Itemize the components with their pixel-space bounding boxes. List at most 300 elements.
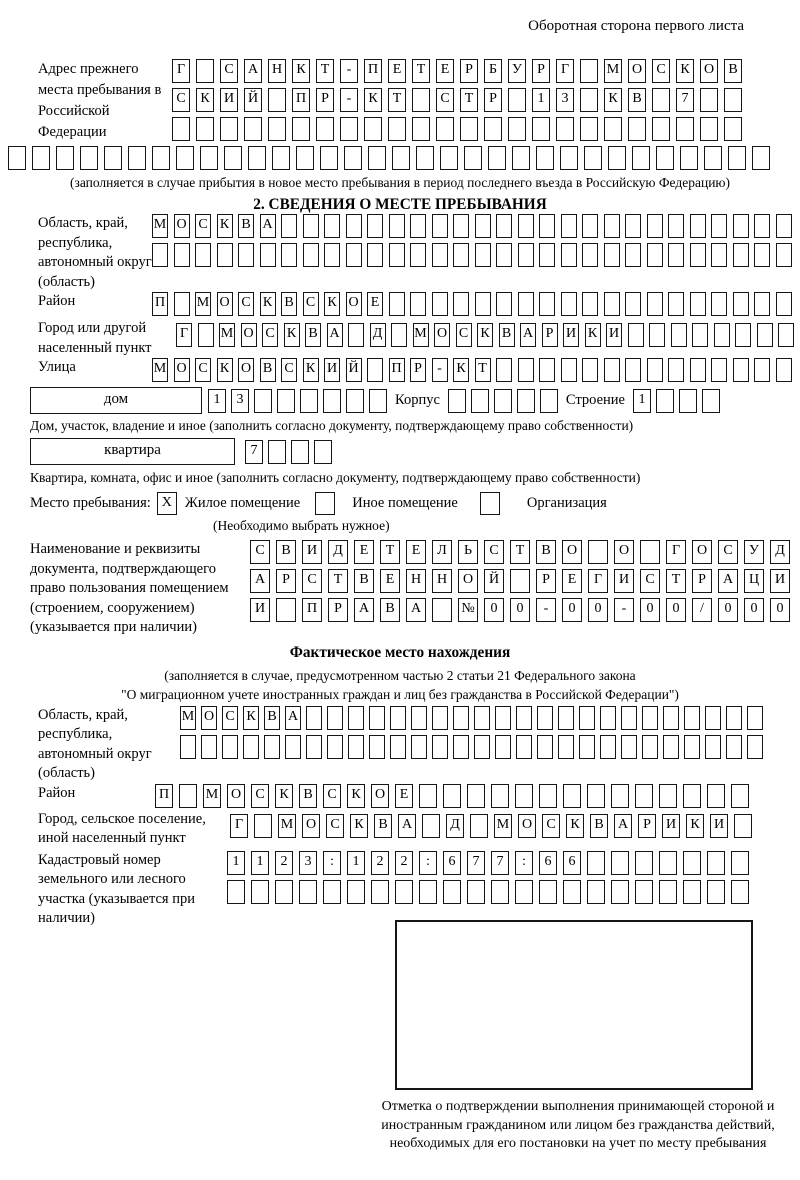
char-box[interactable]: С [195, 358, 211, 382]
char-box[interactable]: Т [316, 59, 334, 83]
char-box[interactable] [475, 243, 491, 267]
char-box[interactable] [508, 88, 526, 112]
char-box[interactable] [467, 784, 485, 808]
char-box[interactable]: Р [316, 88, 334, 112]
char-box[interactable] [707, 880, 725, 904]
char-box[interactable]: 2 [371, 851, 389, 875]
char-box[interactable]: П [292, 88, 310, 112]
char-box[interactable] [647, 243, 663, 267]
char-box[interactable]: В [499, 323, 515, 347]
char-box[interactable]: О [700, 59, 718, 83]
char-box[interactable] [560, 146, 578, 170]
char-box[interactable] [604, 117, 622, 141]
char-box[interactable] [495, 706, 511, 730]
char-box[interactable] [752, 146, 770, 170]
char-box[interactable]: 6 [563, 851, 581, 875]
char-box[interactable] [517, 389, 535, 413]
char-box[interactable]: 7 [491, 851, 509, 875]
char-box[interactable] [776, 243, 792, 267]
char-box[interactable] [320, 146, 338, 170]
char-box[interactable] [391, 323, 407, 347]
char-box[interactable] [518, 214, 534, 238]
char-box[interactable]: Р [328, 598, 348, 622]
char-box[interactable] [300, 389, 318, 413]
char-box[interactable] [222, 735, 238, 759]
char-box[interactable]: Д [446, 814, 464, 838]
char-box[interactable] [668, 292, 684, 316]
char-box[interactable] [579, 706, 595, 730]
char-box[interactable] [659, 851, 677, 875]
char-box[interactable] [733, 292, 749, 316]
char-box[interactable]: № [458, 598, 478, 622]
char-box[interactable] [628, 323, 644, 347]
char-box[interactable]: : [515, 851, 533, 875]
char-box[interactable] [588, 540, 608, 564]
char-box[interactable]: - [340, 88, 358, 112]
char-box[interactable] [410, 243, 426, 267]
char-box[interactable]: 3 [231, 389, 249, 413]
char-box[interactable] [104, 146, 122, 170]
char-box[interactable] [776, 358, 792, 382]
char-box[interactable] [692, 323, 708, 347]
inoe-checkbox[interactable] [315, 492, 335, 515]
char-box[interactable]: О [628, 59, 646, 83]
char-box[interactable]: 1 [227, 851, 245, 875]
char-box[interactable]: А [718, 569, 738, 593]
char-box[interactable] [754, 292, 770, 316]
char-box[interactable]: / [692, 598, 712, 622]
char-box[interactable]: В [238, 214, 254, 238]
char-box[interactable] [690, 292, 706, 316]
char-box[interactable] [314, 440, 332, 464]
char-box[interactable] [180, 735, 196, 759]
char-box[interactable] [443, 784, 461, 808]
char-box[interactable] [368, 146, 386, 170]
char-box[interactable]: С [323, 784, 341, 808]
char-box[interactable] [227, 880, 245, 904]
char-box[interactable] [475, 214, 491, 238]
char-box[interactable] [392, 146, 410, 170]
char-box[interactable] [647, 292, 663, 316]
char-box[interactable]: О [518, 814, 536, 838]
char-box[interactable] [582, 214, 598, 238]
char-box[interactable] [323, 880, 341, 904]
char-box[interactable]: О [241, 323, 257, 347]
char-box[interactable] [275, 880, 293, 904]
char-box[interactable]: Б [484, 59, 502, 83]
char-box[interactable] [711, 214, 727, 238]
char-box[interactable]: - [432, 358, 448, 382]
char-box[interactable] [432, 292, 448, 316]
char-box[interactable]: Н [432, 569, 452, 593]
char-box[interactable] [671, 323, 687, 347]
char-box[interactable] [432, 243, 448, 267]
char-box[interactable] [656, 146, 674, 170]
char-box[interactable] [702, 389, 720, 413]
char-box[interactable] [128, 146, 146, 170]
char-box[interactable] [582, 243, 598, 267]
char-box[interactable] [642, 706, 658, 730]
char-box[interactable]: Ц [744, 569, 764, 593]
char-box[interactable] [510, 569, 530, 593]
char-box[interactable]: Г [588, 569, 608, 593]
char-box[interactable] [201, 735, 217, 759]
char-box[interactable]: - [536, 598, 556, 622]
char-box[interactable] [632, 146, 650, 170]
char-box[interactable] [244, 117, 262, 141]
char-box[interactable] [668, 214, 684, 238]
char-box[interactable]: О [227, 784, 245, 808]
char-box[interactable] [635, 851, 653, 875]
char-box[interactable]: Е [406, 540, 426, 564]
char-box[interactable] [412, 117, 430, 141]
char-box[interactable]: О [174, 214, 190, 238]
char-box[interactable]: В [305, 323, 321, 347]
char-box[interactable] [496, 358, 512, 382]
char-box[interactable]: К [243, 706, 259, 730]
char-box[interactable]: Д [770, 540, 790, 564]
char-box[interactable] [704, 146, 722, 170]
char-box[interactable]: М [278, 814, 296, 838]
char-box[interactable]: М [152, 358, 168, 382]
char-box[interactable]: П [364, 59, 382, 83]
char-box[interactable]: Р [536, 569, 556, 593]
char-box[interactable] [561, 243, 577, 267]
char-box[interactable] [705, 735, 721, 759]
char-box[interactable]: О [458, 569, 478, 593]
char-box[interactable] [367, 243, 383, 267]
char-box[interactable]: С [303, 292, 319, 316]
char-box[interactable] [390, 735, 406, 759]
char-box[interactable] [470, 814, 488, 838]
char-box[interactable]: Е [436, 59, 454, 83]
char-box[interactable] [460, 117, 478, 141]
char-box[interactable]: О [346, 292, 362, 316]
char-box[interactable]: Т [412, 59, 430, 83]
char-box[interactable]: У [508, 59, 526, 83]
char-box[interactable]: А [250, 569, 270, 593]
char-box[interactable] [668, 358, 684, 382]
char-box[interactable] [611, 784, 629, 808]
char-box[interactable] [604, 243, 620, 267]
char-box[interactable]: М [152, 214, 168, 238]
char-box[interactable] [558, 706, 574, 730]
char-box[interactable]: 7 [676, 88, 694, 112]
zhiloe-checkbox[interactable]: X [157, 492, 177, 515]
char-box[interactable] [217, 243, 233, 267]
char-box[interactable]: 0 [770, 598, 790, 622]
char-box[interactable] [432, 735, 448, 759]
char-box[interactable] [705, 706, 721, 730]
char-box[interactable]: Т [380, 540, 400, 564]
char-box[interactable] [56, 146, 74, 170]
char-box[interactable]: А [614, 814, 632, 838]
char-box[interactable] [268, 440, 286, 464]
char-box[interactable] [443, 880, 461, 904]
char-box[interactable] [656, 389, 674, 413]
char-box[interactable] [516, 706, 532, 730]
char-box[interactable] [238, 243, 254, 267]
char-box[interactable] [539, 243, 555, 267]
char-box[interactable]: С [652, 59, 670, 83]
char-box[interactable] [299, 880, 317, 904]
char-box[interactable] [604, 358, 620, 382]
char-box[interactable] [174, 292, 190, 316]
char-box[interactable] [179, 784, 197, 808]
char-box[interactable] [668, 243, 684, 267]
char-box[interactable] [561, 292, 577, 316]
char-box[interactable] [600, 706, 616, 730]
char-box[interactable]: 6 [443, 851, 461, 875]
char-box[interactable] [580, 88, 598, 112]
char-box[interactable]: В [281, 292, 297, 316]
char-box[interactable] [281, 214, 297, 238]
char-box[interactable] [198, 323, 214, 347]
char-box[interactable] [625, 243, 641, 267]
char-box[interactable]: В [724, 59, 742, 83]
char-box[interactable] [515, 880, 533, 904]
char-box[interactable]: К [350, 814, 368, 838]
char-box[interactable] [248, 146, 266, 170]
char-box[interactable] [281, 243, 297, 267]
char-box[interactable] [683, 851, 701, 875]
char-box[interactable]: : [323, 851, 341, 875]
char-box[interactable] [537, 706, 553, 730]
char-box[interactable]: К [604, 88, 622, 112]
char-box[interactable]: С [195, 214, 211, 238]
char-box[interactable] [453, 292, 469, 316]
char-box[interactable]: А [327, 323, 343, 347]
char-box[interactable] [539, 784, 557, 808]
char-box[interactable]: Й [484, 569, 504, 593]
char-box[interactable]: П [302, 598, 322, 622]
char-box[interactable] [410, 292, 426, 316]
char-box[interactable] [659, 784, 677, 808]
char-box[interactable]: С [542, 814, 560, 838]
char-box[interactable] [683, 880, 701, 904]
char-box[interactable]: П [152, 292, 168, 316]
char-box[interactable]: Е [354, 540, 374, 564]
char-box[interactable]: - [340, 59, 358, 83]
char-box[interactable]: К [284, 323, 300, 347]
char-box[interactable]: Г [176, 323, 192, 347]
char-box[interactable] [495, 735, 511, 759]
char-box[interactable]: И [770, 569, 790, 593]
char-box[interactable] [324, 214, 340, 238]
char-box[interactable] [587, 880, 605, 904]
char-box[interactable]: 7 [245, 440, 263, 464]
char-box[interactable] [346, 389, 364, 413]
char-box[interactable]: К [324, 292, 340, 316]
char-box[interactable] [747, 706, 763, 730]
char-box[interactable] [268, 88, 286, 112]
char-box[interactable]: К [686, 814, 704, 838]
char-box[interactable] [432, 598, 452, 622]
char-box[interactable] [778, 323, 794, 347]
char-box[interactable]: 2 [275, 851, 293, 875]
char-box[interactable]: С [220, 59, 238, 83]
char-box[interactable]: К [303, 358, 319, 382]
char-box[interactable] [776, 292, 792, 316]
char-box[interactable] [582, 292, 598, 316]
char-box[interactable]: В [380, 598, 400, 622]
char-box[interactable]: : [419, 851, 437, 875]
char-box[interactable]: Т [666, 569, 686, 593]
char-box[interactable] [491, 784, 509, 808]
char-box[interactable]: Р [692, 569, 712, 593]
char-box[interactable]: И [662, 814, 680, 838]
char-box[interactable] [582, 358, 598, 382]
char-box[interactable] [604, 292, 620, 316]
char-box[interactable] [711, 243, 727, 267]
char-box[interactable]: 1 [347, 851, 365, 875]
char-box[interactable]: С [281, 358, 297, 382]
char-box[interactable] [680, 146, 698, 170]
char-box[interactable] [754, 243, 770, 267]
char-box[interactable]: С [262, 323, 278, 347]
char-box[interactable]: Р [532, 59, 550, 83]
char-box[interactable] [700, 88, 718, 112]
char-box[interactable] [453, 243, 469, 267]
char-box[interactable] [539, 358, 555, 382]
char-box[interactable] [735, 323, 751, 347]
char-box[interactable]: А [406, 598, 426, 622]
char-box[interactable] [411, 706, 427, 730]
char-box[interactable] [724, 117, 742, 141]
char-box[interactable] [251, 880, 269, 904]
char-box[interactable] [604, 214, 620, 238]
char-box[interactable]: С [436, 88, 454, 112]
char-box[interactable] [496, 214, 512, 238]
char-box[interactable]: Т [475, 358, 491, 382]
char-box[interactable]: Д [370, 323, 386, 347]
char-box[interactable]: Е [562, 569, 582, 593]
char-box[interactable]: М [195, 292, 211, 316]
char-box[interactable] [448, 389, 466, 413]
char-box[interactable] [292, 117, 310, 141]
char-box[interactable] [264, 735, 280, 759]
char-box[interactable] [700, 117, 718, 141]
char-box[interactable]: 0 [718, 598, 738, 622]
char-box[interactable] [196, 59, 214, 83]
char-box[interactable]: С [456, 323, 472, 347]
char-box[interactable]: И [606, 323, 622, 347]
char-box[interactable] [371, 880, 389, 904]
char-box[interactable]: О [201, 706, 217, 730]
char-box[interactable] [621, 735, 637, 759]
char-box[interactable] [518, 358, 534, 382]
char-box[interactable]: К [453, 358, 469, 382]
char-box[interactable] [663, 735, 679, 759]
char-box[interactable] [776, 214, 792, 238]
char-box[interactable] [496, 292, 512, 316]
char-box[interactable] [600, 735, 616, 759]
char-box[interactable] [663, 706, 679, 730]
char-box[interactable] [684, 735, 700, 759]
char-box[interactable] [475, 292, 491, 316]
char-box[interactable] [346, 243, 362, 267]
char-box[interactable]: А [285, 706, 301, 730]
char-box[interactable] [344, 146, 362, 170]
char-box[interactable]: 0 [640, 598, 660, 622]
char-box[interactable] [296, 146, 314, 170]
char-box[interactable]: П [389, 358, 405, 382]
char-box[interactable] [453, 735, 469, 759]
char-box[interactable] [327, 735, 343, 759]
char-box[interactable]: С [718, 540, 738, 564]
char-box[interactable]: Г [230, 814, 248, 838]
char-box[interactable]: К [676, 59, 694, 83]
char-box[interactable]: М [219, 323, 235, 347]
char-box[interactable]: М [604, 59, 622, 83]
char-box[interactable]: О [371, 784, 389, 808]
char-box[interactable]: К [196, 88, 214, 112]
char-box[interactable] [659, 880, 677, 904]
char-box[interactable]: В [264, 706, 280, 730]
char-box[interactable] [364, 117, 382, 141]
char-box[interactable] [649, 323, 665, 347]
char-box[interactable] [276, 598, 296, 622]
char-box[interactable] [757, 323, 773, 347]
char-box[interactable]: О [238, 358, 254, 382]
char-box[interactable]: О [614, 540, 634, 564]
char-box[interactable]: К [217, 214, 233, 238]
char-box[interactable] [621, 706, 637, 730]
char-box[interactable] [260, 243, 276, 267]
char-box[interactable] [731, 851, 749, 875]
char-box[interactable] [563, 784, 581, 808]
char-box[interactable]: В [374, 814, 392, 838]
char-box[interactable] [726, 735, 742, 759]
char-box[interactable]: К [477, 323, 493, 347]
char-box[interactable]: О [562, 540, 582, 564]
char-box[interactable] [584, 146, 602, 170]
char-box[interactable] [347, 880, 365, 904]
char-box[interactable]: И [614, 569, 634, 593]
char-box[interactable]: 0 [588, 598, 608, 622]
char-box[interactable] [628, 117, 646, 141]
char-box[interactable]: С [238, 292, 254, 316]
char-box[interactable]: С [326, 814, 344, 838]
char-box[interactable] [172, 117, 190, 141]
char-box[interactable]: В [628, 88, 646, 112]
char-box[interactable] [491, 880, 509, 904]
char-box[interactable]: В [536, 540, 556, 564]
char-box[interactable] [580, 59, 598, 83]
char-box[interactable] [285, 735, 301, 759]
char-box[interactable] [467, 880, 485, 904]
char-box[interactable]: М [203, 784, 221, 808]
char-box[interactable] [540, 389, 558, 413]
char-box[interactable] [176, 146, 194, 170]
char-box[interactable]: А [354, 598, 374, 622]
char-box[interactable]: К [364, 88, 382, 112]
char-box[interactable] [640, 540, 660, 564]
char-box[interactable] [340, 117, 358, 141]
char-box[interactable]: А [398, 814, 416, 838]
char-box[interactable]: 3 [556, 88, 574, 112]
char-box[interactable] [563, 880, 581, 904]
char-box[interactable]: И [250, 598, 270, 622]
char-box[interactable] [484, 117, 502, 141]
char-box[interactable] [539, 292, 555, 316]
char-box[interactable] [724, 88, 742, 112]
char-box[interactable] [196, 117, 214, 141]
char-box[interactable]: - [614, 598, 634, 622]
char-box[interactable]: 6 [539, 851, 557, 875]
char-box[interactable] [323, 389, 341, 413]
char-box[interactable]: В [590, 814, 608, 838]
